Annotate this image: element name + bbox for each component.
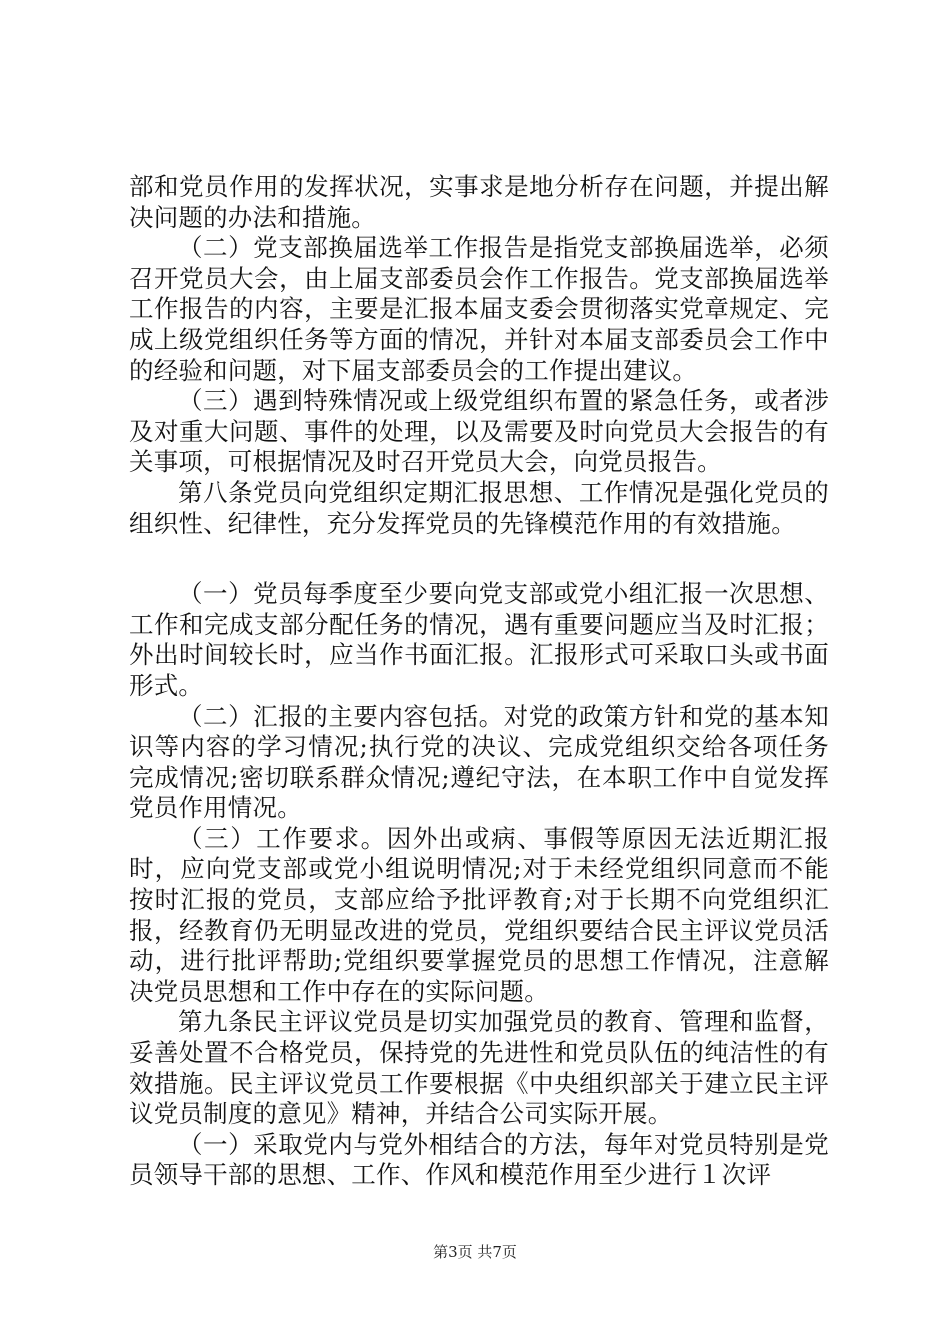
paragraph-continuation: 部和党员作用的发挥状况，实事求是地分析存在问题，并提出解决问题的办法和措施。 xyxy=(129,172,829,232)
document-body xyxy=(129,172,829,1191)
paragraph-article-8-item-2: （二）汇报的主要内容包括。对党的政策方针和党的基本知识等内容的学习情况;执行党的决议、完成党组织交给各项任务完成情况;密切联系群众情况;遵纪守法，在本职工作中自觉发挥党员作用情况。 xyxy=(129,701,829,823)
paragraph-item-3-special-cases: （三）遇到特殊情况或上级党组织布置的紧急任务，或者涉及对重大问题、事件的处理，以及需要及时向党员大会报告的有关事项，可根据情况及时召开党员大会，向党员报告。 xyxy=(129,386,829,477)
paragraph-article-9: 第九条民主评议党员是切实加强党员的教育、管理和监督，妥善处置不合格党员，保持党的先进性和党员队伍的纯洁性的有效措施。民主评议党员工作要根据《中央组织部关于建立民主评议党员制度的意见》精神，并结合公司实际开展。 xyxy=(129,1007,829,1129)
paragraph-item-2-election-report: （二）党支部换届选举工作报告是指党支部换届选举，必须召开党员大会，由上届支部委员会作工作报告。党支部换届选举工作报告的内容，主要是汇报本届支委会贯彻落实党章规定、完成上级党组织任务等方面的情况，并针对本届支部委员会工作中的经验和问题，对下届支部委员会的工作提出建议。 xyxy=(129,233,829,385)
paragraph-article-8-item-3: （三）工作要求。因外出或病、事假等原因无法近期汇报时，应向党支部或党小组说明情况;对于未经党组织同意而不能按时汇报的党员，支部应给予批评教育;对于长期不向党组织汇报，经教育仍无明显改进的党员，党组织要结合民主评议党员活动，进行批评帮助;党组织要掌握党员的思想工作情况，注意解决党员思想和工作中存在的实际问题。 xyxy=(129,823,829,1006)
paragraph-article-8-item-1: （一）党员每季度至少要向党支部或党小组汇报一次思想、工作和完成支部分配任务的情况，遇有重要问题应当及时汇报；外出时间较长时，应当作书面汇报。汇报形式可采取口头或书面形式。 xyxy=(129,579,829,700)
page-footer: 第3页 共7页 xyxy=(433,1243,517,1261)
paragraph-article-8: 第八条党员向党组织定期汇报思想、工作情况是强化党员的组织性、纪律性，充分发挥党员的先锋模范作用的有效措施。 xyxy=(129,477,829,538)
paragraph-article-9-item-1: （一）采取党内与党外相结合的方法，每年对党员特别是党员领导干部的思想、工作、作风和模范作用至少进行１次评 xyxy=(129,1129,829,1190)
